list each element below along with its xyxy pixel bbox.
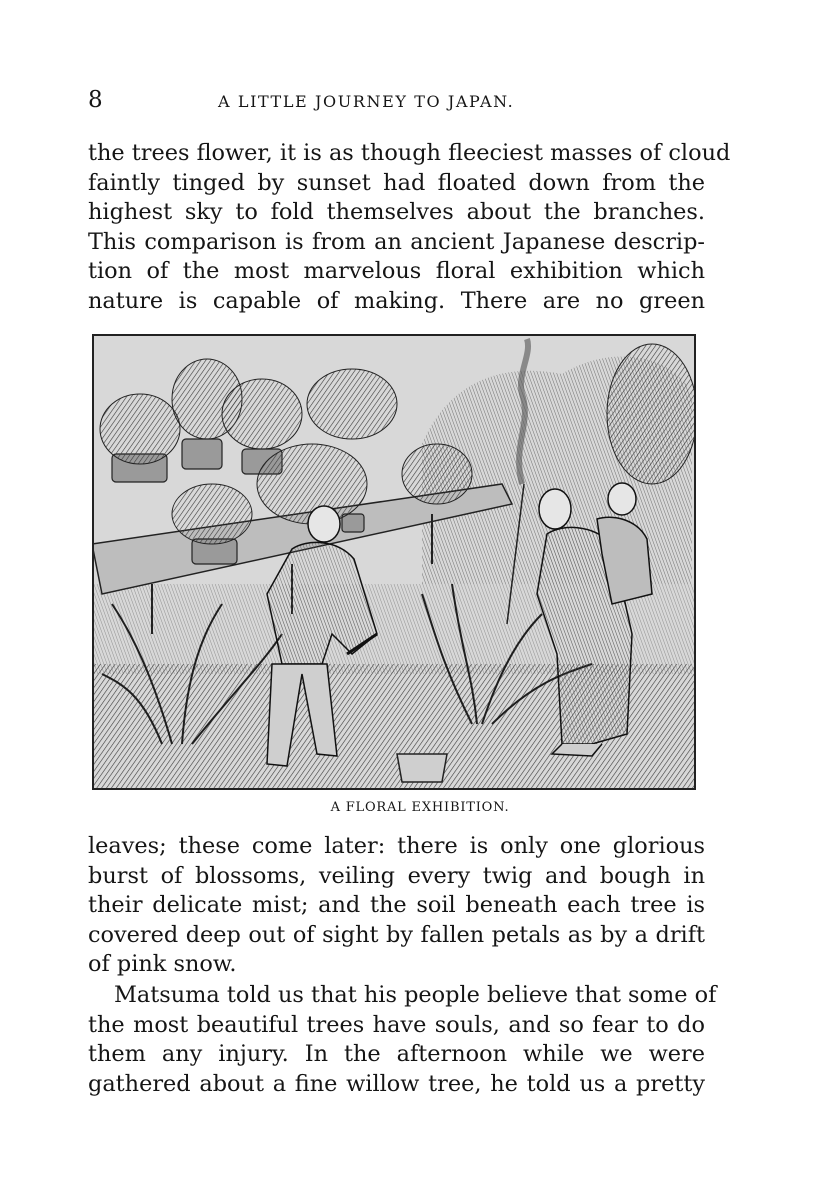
page-header: [88, 87, 705, 117]
text-line: leaves; these come later: there is only one glorious: [88, 833, 705, 859]
text-line: Matsuma told us that his people believe that some of: [114, 982, 717, 1008]
paragraph-2: [88, 832, 705, 980]
floral-exhibition-illustration: [92, 334, 696, 790]
text-line: their delicate mist; and the soil beneath each tree is: [88, 892, 705, 919]
text-line: of pink snow.: [88, 951, 237, 978]
page-number: 8: [88, 87, 103, 113]
text-line: covered deep out of sight by fallen petals as by a drift: [88, 921, 705, 948]
text-line: the trees flower, it is as though fleeciest masses of cloud: [88, 140, 731, 166]
paragraph-1: [88, 139, 731, 317]
paragraph-3: [88, 981, 717, 1099]
text-line: them any injury. In the afternoon while we were: [88, 1041, 705, 1068]
text-line: faintly tinged by sunset had floated down from the: [88, 169, 705, 196]
running-title: A LITTLE JOURNEY TO JAPAN.: [218, 92, 515, 111]
text-line: gathered about a fine willow tree, he told us a pretty: [88, 1070, 705, 1097]
text-line: nature is capable of making. There are no green: [88, 287, 705, 314]
text-line: burst of blossoms, veiling every twig and bough in: [88, 862, 705, 889]
text-line: This comparison is from an ancient Japanese descrip-: [88, 228, 705, 255]
text-line: highest sky to fold themselves about the branches.: [88, 199, 705, 226]
text-line: tion of the most marvelous floral exhibition which: [88, 258, 705, 285]
figure-caption: A FLORAL EXHIBITION.: [330, 800, 510, 815]
text-line: the most beautiful trees have souls, and so fear to do: [88, 1011, 705, 1038]
